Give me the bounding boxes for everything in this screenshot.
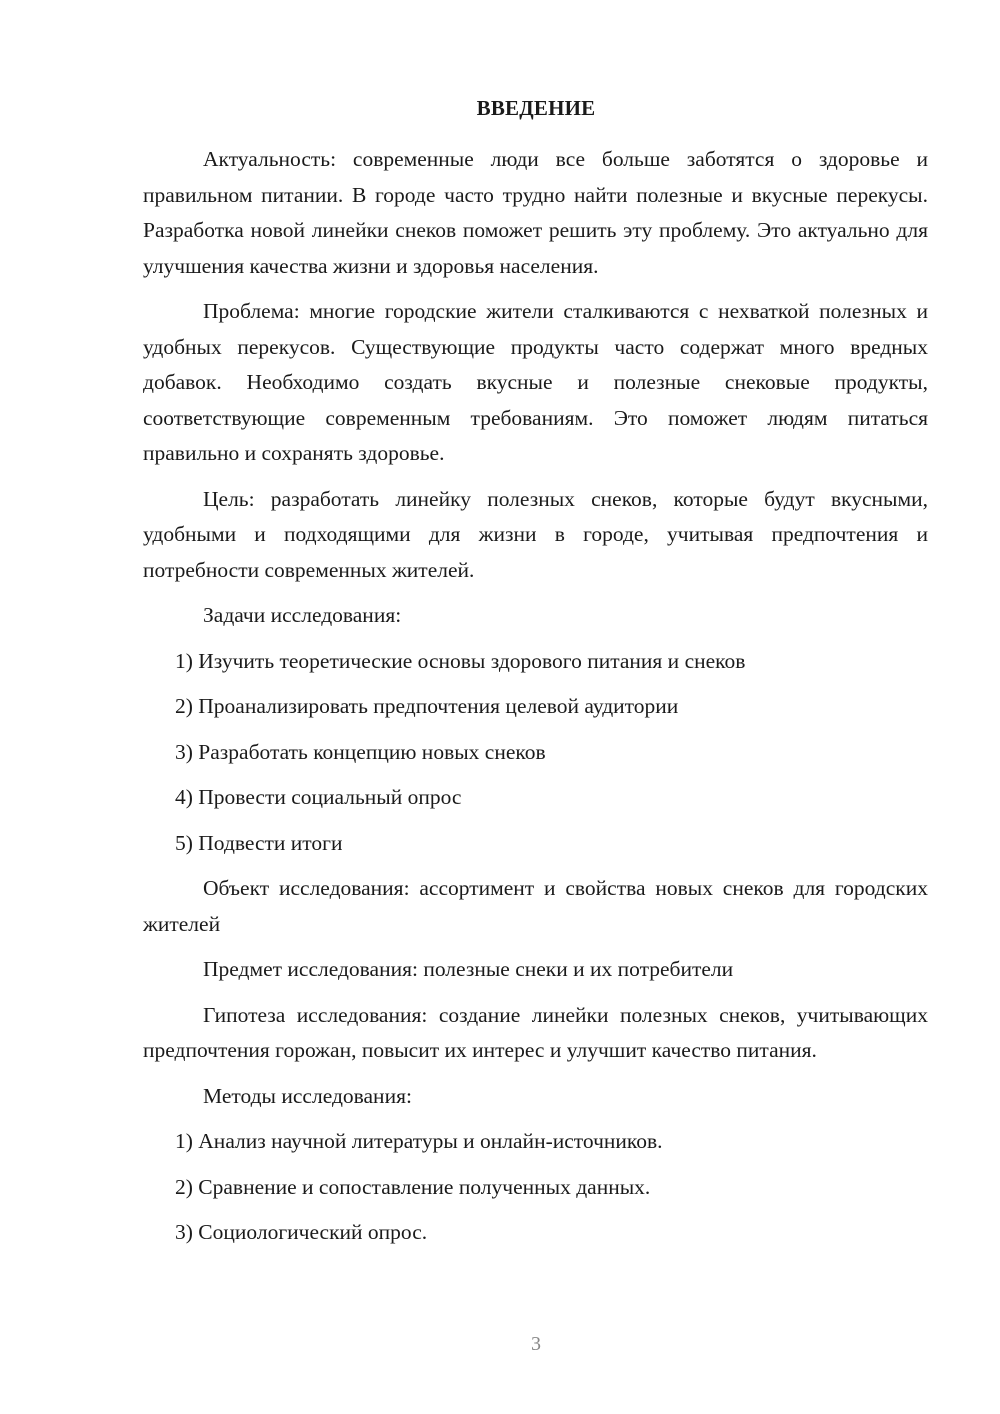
hypothesis-paragraph: Гипотеза исследования: создание линейки полезных снеков, учитывающих предпочтения горожан, повысит их интерес и улучшит качество питания. — [143, 1002, 928, 1062]
list-item: 3) Разработать концепцию новых снеков — [175, 739, 546, 764]
list-item: 5) Подвести итоги — [175, 830, 343, 855]
goal-paragraph: Цель: разработать линейку полезных снеков, которые будут вкусными, удобными и подходящими для жизни в городе, учитывая предпочтения и потребности современных жителей. — [143, 486, 928, 582]
methods-list — [143, 1124, 928, 1251]
list-item: 2) Сравнение и сопоставление полученных данных. — [175, 1174, 651, 1199]
page-title: ВВЕДЕНИЕ — [476, 96, 596, 120]
page-number: 3 — [531, 1333, 541, 1355]
relevance-paragraph: Актуальность: современные люди все больше заботятся о здоровье и правильном питании. В городе часто трудно найти полезные и вкусные перекусы. Разработка новой линейки снеков поможет решить эту проблему. Это актуально для улучшения качества жизни и здоровья населения. — [143, 147, 928, 278]
methods-heading: Методы исследования: — [203, 1083, 412, 1108]
list-item: 3) Социологический опрос. — [175, 1220, 428, 1244]
tasks-heading: Задачи исследования: — [203, 603, 402, 627]
subject-paragraph: Предмет исследования: полезные снеки и их потребители — [203, 957, 734, 981]
page-content — [143, 142, 928, 1251]
problem-paragraph: Проблема: многие городские жители сталкиваются с нехваткой полезных и удобных перекусов. Существующие продукты часто содержат много вредных добавок. Необходимо создать вкусные и полезные снековые продукты, соответствующие современным требованиям. Это поможет людям питаться правильно и сохранять здоровье. — [143, 299, 928, 465]
list-item: 4) Провести социальный опрос — [175, 785, 462, 809]
list-item: 1) Изучить теоретические основы здорового питания и снеков — [175, 648, 746, 673]
tasks-list — [143, 644, 928, 862]
list-item: 1) Анализ научной литературы и онлайн-источников. — [175, 1129, 663, 1153]
list-item: 2) Проанализировать предпочтения целевой аудитории — [175, 694, 679, 718]
object-paragraph: Объект исследования: ассортимент и свойства новых снеков для городских жителей — [143, 876, 928, 936]
